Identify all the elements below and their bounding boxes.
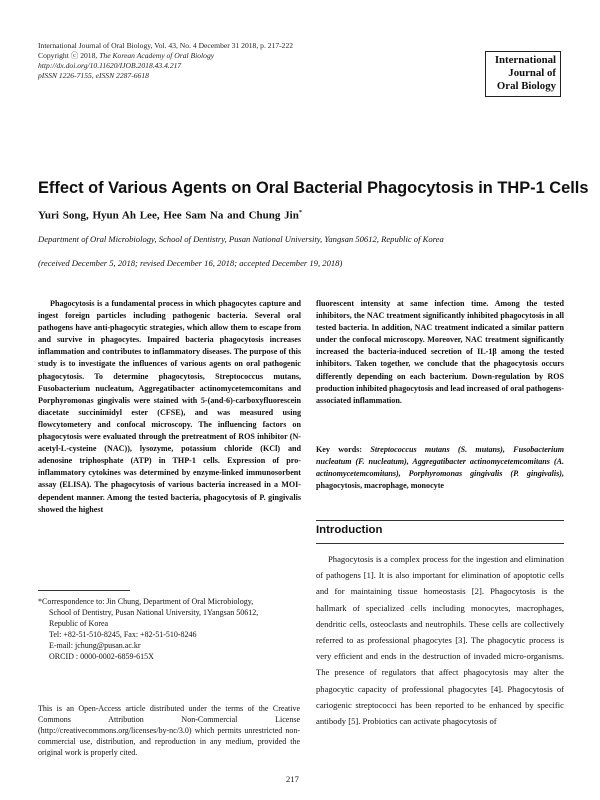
page-number: 217 bbox=[286, 774, 299, 784]
received-dates: (received December 5, 2018; revised December 16, 2018; accepted December 19, 2018) bbox=[38, 258, 343, 268]
copyright-prefix: Copyright ⓒ 2018, bbox=[38, 51, 100, 60]
citation-line: International Journal of Oral Biology, Vol. 43, No. 4 December 31 2018, p. 217-222 bbox=[38, 41, 294, 50]
footnote-orcid: ORCID : 0000-0002-6859-615X bbox=[49, 652, 154, 662]
keywords-plain-terms: phagocytosis, macrophage, monocyte bbox=[316, 481, 444, 491]
article-title: Effect of Various Agents on Oral Bacterial Phagocytosis in THP-1 Cells bbox=[38, 179, 589, 197]
keywords-label: Key words: bbox=[316, 445, 363, 454]
doi-link[interactable]: http://dx.doi.org/10.11620/IJOB.2018.43.4.217 bbox=[38, 61, 182, 70]
footnote-line-3: Republic of Korea bbox=[49, 619, 109, 629]
correspondence-footnote bbox=[38, 596, 300, 663]
footnote-divider bbox=[38, 590, 130, 591]
section-rule-top bbox=[316, 520, 564, 521]
footnote-line-2: School of Dentistry, Pusan National University, 1Yangsan 50612, bbox=[49, 608, 259, 618]
journal-logo-line-1: International bbox=[494, 54, 556, 66]
author-list bbox=[38, 209, 302, 222]
introduction-text: Phagocytosis is a complex process for the ingestion and elimination of pathogens [1]. It is also important for elimination of apoptotic cells and for maintaining tissue homeostasis [2]. Phagocytosis is the hallmark of specialized cells including monocytes, macrophages, dendritic cells, osteoclasts and neutrophils. These cells are collectively referred to as professional phagocytes [3]. The phagocytic process is very efficient and ends in the destruction of invaded micro-organisms. The presence of regulators that affect phagocytosis may alter the phagocytic capacity of professional phagocytes [4]. Phagocytosis of cariogenic streptococci has been reported to be enhanced by specific antibody [5]. Probiotics can activate phagocytosis of bbox=[316, 554, 564, 727]
footnote-line-1: *Correspondence to: Jin Chung, Department of Oral Microbiology, bbox=[38, 597, 254, 606]
journal-header bbox=[38, 41, 293, 81]
issn-line: pISSN 1226-7155, eISSN 2287-6618 bbox=[38, 71, 149, 80]
copyright-journal: The Korean Academy of Oral Biology bbox=[99, 51, 215, 60]
affiliation: Department of Oral Microbiology, School of Dentistry, Pusan National University, Yangsan 50612, Republic of Korea bbox=[38, 234, 444, 244]
keywords-italic-terms: Streptococcus mutans (S. mutans), Fusobacterium nucleatum (F. nucleatum), Aggregatibacter actinomycetemcomitans (A. actinomycetemcomitans), Porphyromonas gingivalis (P. gingivalis), bbox=[316, 445, 564, 479]
open-access-notice: This is an Open-Access article distributed under the terms of the Creative Commons Attribution Non-Commercial License (http://creativecommons.org/licenses/by-nc/3.0) which permits unrestricted non-commercial use, distribution, and reproduction in any medium, provided the original work is properly cited. bbox=[38, 704, 300, 758]
footnote-line-4: Tel: +82-51-510-8245, Fax: +82-51-510-8246 bbox=[49, 630, 197, 640]
journal-logo-line-2: Journal of bbox=[508, 67, 556, 79]
corresponding-mark: * bbox=[298, 209, 303, 216]
keywords bbox=[316, 444, 564, 492]
introduction-heading: Introduction bbox=[316, 524, 383, 536]
abstract-right-column: fluorescent intensity at same infection time. Among the tested inhibitors, the NAC treatment significantly inhibited phagocytosis in all tested bacteria. In addition, NAC treatment indicated a similar pattern under the confocal microscopy. Moreover, NAC treatment significantly increased the bacteria-induced secretion of IL-1β among the tested inhibitors. Taken together, we conclude that the phagocytosis occurs differently depending on each bacterium. Down-regulation by ROS production inhibited phagocytosis and lead increased of oral pathogens-associated inflammation. bbox=[316, 299, 564, 405]
copyright-line bbox=[38, 51, 293, 61]
footnote-email[interactable]: E-mail: jchung@pusan.ac.kr bbox=[49, 641, 141, 651]
section-rule-bottom bbox=[316, 543, 564, 544]
journal-logo-line-3: Oral Biology bbox=[496, 80, 556, 92]
author-names: Yuri Song, Hyun Ah Lee, Hee Sam Na and Chung Jin bbox=[38, 209, 299, 222]
abstract-left-column: Phagocytosis is a fundamental process in which phagocytes capture and ingest foreign particles including pathogenic bacteria. Several oral pathogens have anti-phagocytic strategies, which allow them to escape from and survive in phagocytes. Impaired bacteria phagocytosis increases inflammation and contributes to inflammatory diseases. The purpose of this study is to investigate the influences of various agents on oral pathogenic phagocytosis. To determine phagocytosis, Streptococcus mutans, Fusobacterium nucleatum, Aggregatibacter actinomycetemcomitans and Porphyromonas gingivalis were stained with 5-(and-6)-carboxyfluorescein diacetate succinimidyl ester (CFSE), and was measured using flowcytometery and confocal microscopy. The influencing factors on phagocytosis were evaluated through the pretreatment of ROS inhibitor (N-acetyl-L-cysteine (NAC)), lysozyme, potassium chloride (KCl) and adenosine triphosphate (ATP) in THP-1 cells. Expression of pro-inflammatory cytokines was determined by enzyme-linked immunosorbent assay (ELISA). The phagocytosis of various bacteria increased in a MOI-dependent manner. Among the tested bacteria, phagocytosis of P. gingivalis showed the highest bbox=[38, 299, 301, 514]
journal-logo-box bbox=[485, 51, 561, 97]
